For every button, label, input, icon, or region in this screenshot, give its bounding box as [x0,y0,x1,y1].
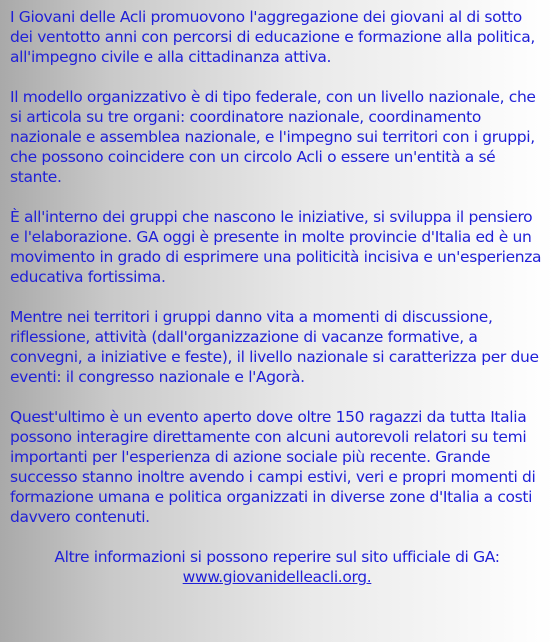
website-link[interactable]: www.giovanidelleacli.org. [182,568,372,586]
agora-paragraph: Quest'ultimo è un evento aperto dove oltre 150 ragazzi da tutta Italia possono interagire direttamente con alcuni autorevoli relatori su temi importanti per l'esperienza di azione sociale più recente. Grande successo stanno inoltre avendo i campi estivi, veri e propri momenti di formazione umana e politica organizzati in diverse zone d'Italia a costi davvero contenuti. [10,408,536,526]
activities-paragraph: Mentre nei territori i gruppi danno vita a momenti di discussione, riflessione, attività (dall'organizzazione di vacanze formative, a convegni, a iniziative e feste), il livello nazionale si caratterizza per due eventi: il congresso nazionale e l'Agorà. [10,308,539,386]
footer-text: Altre informazioni si possono reperire sul sito ufficiale di GA: [54,548,500,566]
initiatives-paragraph: È all'interno dei gruppi che nascono le iniziative, si sviluppa il pensiero e l'elaborazione. GA oggi è presente in molte provincie d'Italia ed è un movimento in grado di esprimere una politicità incisiva e un'esperienza educativa fortissima. [10,208,542,286]
footer-info [10,547,544,587]
intro-paragraph: I Giovani delle Acli promuovono l'aggregazione dei giovani al di sotto dei ventotto anni con percorsi di educazione e formazione alla politica, all'impegno civile e alla cittadinanza attiva. [10,8,535,66]
organization-paragraph: Il modello organizzativo è di tipo federale, con un livello nazionale, che si articola su tre organi: coordinatore nazionale, coordinamento nazionale e assemblea nazionale, e l'impegno sui territori con i gruppi, che possono coincidere con un circolo Acli o essere un'entità a sé stante. [10,88,536,186]
